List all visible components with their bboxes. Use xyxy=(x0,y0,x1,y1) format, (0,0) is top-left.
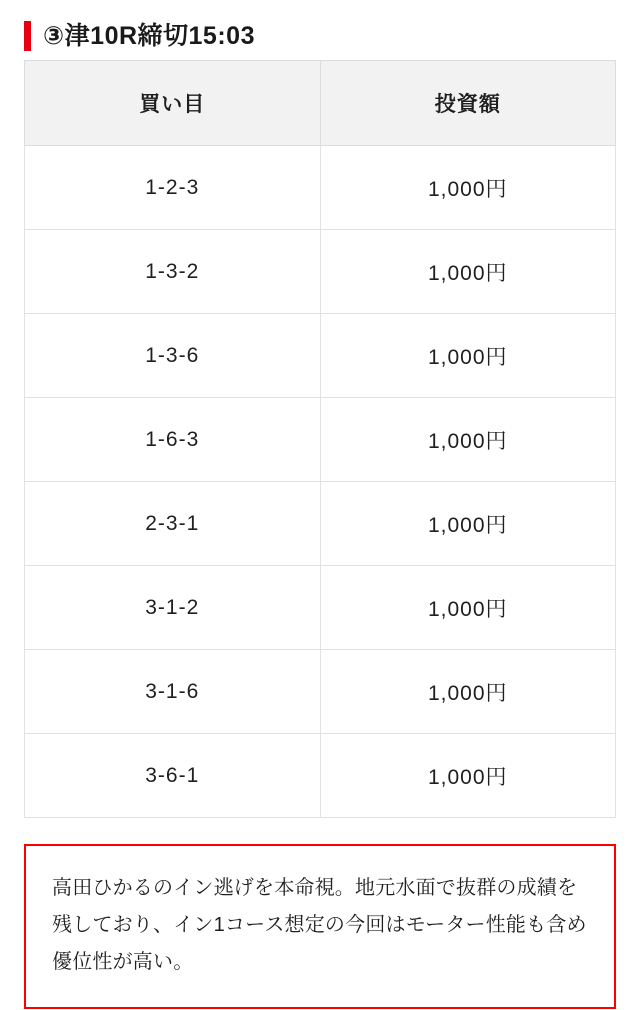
table-row xyxy=(25,566,616,650)
race-heading xyxy=(24,0,616,60)
cell-bet: 3-6-1 xyxy=(25,734,321,818)
cell-bet: 3-1-6 xyxy=(25,650,321,734)
cell-amount: 1,000円 xyxy=(320,482,616,566)
table-row xyxy=(25,230,616,314)
cell-bet: 2-3-1 xyxy=(25,482,321,566)
cell-bet: 1-6-3 xyxy=(25,398,321,482)
cell-bet: 1-2-3 xyxy=(25,146,321,230)
cell-amount: 1,000円 xyxy=(320,146,616,230)
cell-amount: 1,000円 xyxy=(320,314,616,398)
table-row xyxy=(25,482,616,566)
cell-amount: 1,000円 xyxy=(320,566,616,650)
cell-bet: 1-3-6 xyxy=(25,314,321,398)
table-row xyxy=(25,734,616,818)
table-row xyxy=(25,398,616,482)
prediction-comment-text: 高田ひかるのイン逃げを本命視。地元水面で抜群の成績を残しており、イン1コース想定の今回はモーター性能も含め優位性が高い。 xyxy=(52,877,587,973)
column-header-amount: 投資額 xyxy=(320,61,616,146)
table-row xyxy=(25,650,616,734)
cell-amount: 1,000円 xyxy=(320,734,616,818)
cell-amount: 1,000円 xyxy=(320,230,616,314)
cell-bet: 3-1-2 xyxy=(25,566,321,650)
column-header-bet: 買い目 xyxy=(25,61,321,146)
cell-amount: 1,000円 xyxy=(320,650,616,734)
heading-accent-bar xyxy=(24,21,31,51)
bet-table xyxy=(24,60,616,818)
table-header-row xyxy=(25,61,616,146)
cell-amount: 1,000円 xyxy=(320,398,616,482)
table-row xyxy=(25,146,616,230)
page-title: ③津10R締切15:03 xyxy=(43,21,255,50)
cell-bet: 1-3-2 xyxy=(25,230,321,314)
table-row xyxy=(25,314,616,398)
prediction-comment-box xyxy=(24,844,616,1009)
